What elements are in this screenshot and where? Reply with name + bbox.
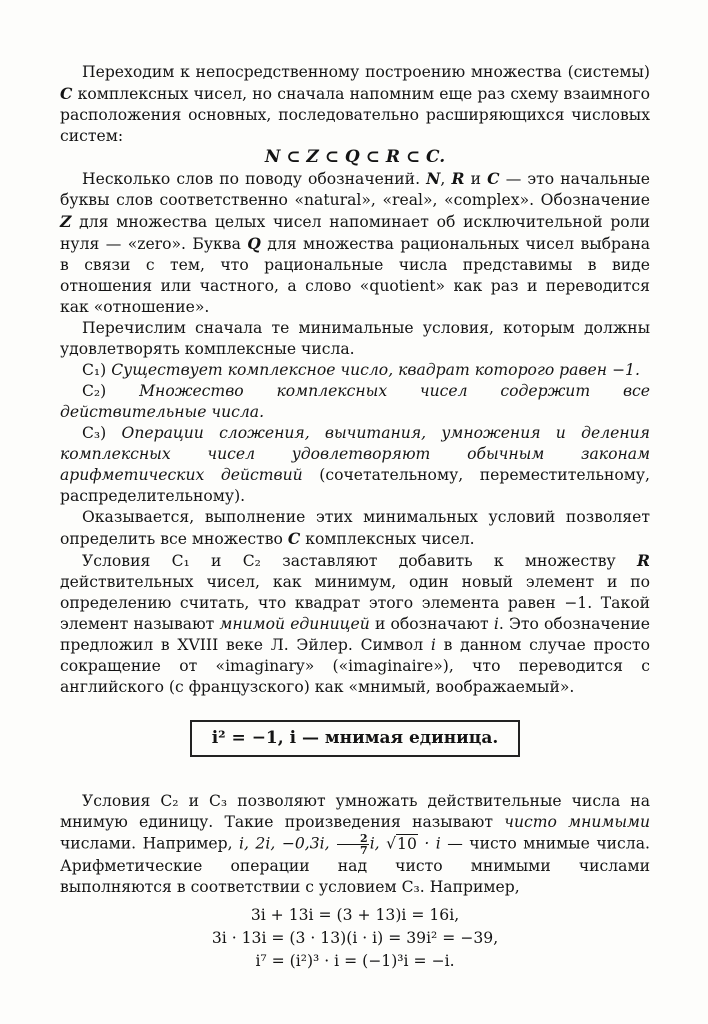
paragraph-pure-imaginary: Условия C₂ и C₃ позволяют умножать действительные числа на мнимую единицу. Такие произведения называют чисто мнимыми числами. Например, i, 2i, −0,3i, $\frac{2}{7}$ i, √10 · i — чисто мнимые числа. Арифметические операции над чисто мнимыми числами выполняются в соответствии с условием C₃. Например,	[60, 792, 651, 896]
fraction-two-sevenths: $\frac{2}{7}$	[337, 833, 369, 856]
condition-c1: C₁) Существует комплексное число, квадрат которого равен −1.	[82, 361, 640, 379]
paragraph-intro: Переходим к непосредственному построению множества (системы) C комплексных чисел, но сначала напомним еще раз схему взаимного расположения основных, последовательно расширяющихся числовых систем:	[60, 63, 650, 145]
equation-product: 3i · 13i = (3 · 13)(i · i) = 39i² = −39,	[211, 929, 499, 947]
equation-power: i⁷ = (i²)³ · i = (−1)³i = −i.	[255, 952, 455, 970]
paragraph-sufficiency: Оказывается, выполнение этих минимальных условий позволяет определить все множество C комплексных чисел.	[60, 508, 650, 548]
example-equations	[60, 904, 650, 973]
condition-c3: C₃) Операции сложения, вычитания, умножения и деления комплексных чисел удовлетворяют обычным законам арифметических действий (сочетательному, переместительному, распределительному).	[60, 424, 650, 505]
number-system-chain: N ⊂ Z ⊂ Q ⊂ R ⊂ C.	[264, 147, 446, 167]
paragraph-imaginary-unit: Условия C₁ и C₂ заставляют добавить к множеству R действительных чисел, как минимум, один новый элемент и по определению считать, что квадрат этого элемента равен −1. Такой элемент называют мнимой единицей и обозначают i. Это обозначение предложил в XVIII веке Л. Эйлер. Символ i в данном случае просто сокращение от «imaginary» («imaginaire»), что переводится с английского (с французского) как «мнимый, воображаемый».	[60, 551, 650, 696]
paragraph-notation: Несколько слов по поводу обозначений. N, R и C — это начальные буквы слов соответственно «natural», «real», «complex». Обозначение Z для множества целых чисел напоминает об исключительной роли нуля — «zero». Буква Q для множества рациональных чисел выбрана в связи с тем, что рациональные числа представимы в виде отношения или частного, а слово «quotient» как раз и переводится как «отношение».	[60, 169, 651, 316]
equation-sum: 3i + 13i = (3 + 13)i = 16i,	[250, 906, 460, 924]
paragraph-conditions-intro: Перечислим сначала те минимальные условия, которым должны удовлетворять комплексные числа.	[60, 319, 650, 358]
textbook-page	[60, 62, 650, 973]
sqrt-ten: √10	[386, 834, 417, 853]
imaginary-unit-definition-box: i² = −1, i — мнимая единица.	[190, 720, 520, 757]
condition-c2: C₂) Множество комплексных чисел содержит все действительные числа.	[60, 382, 650, 421]
